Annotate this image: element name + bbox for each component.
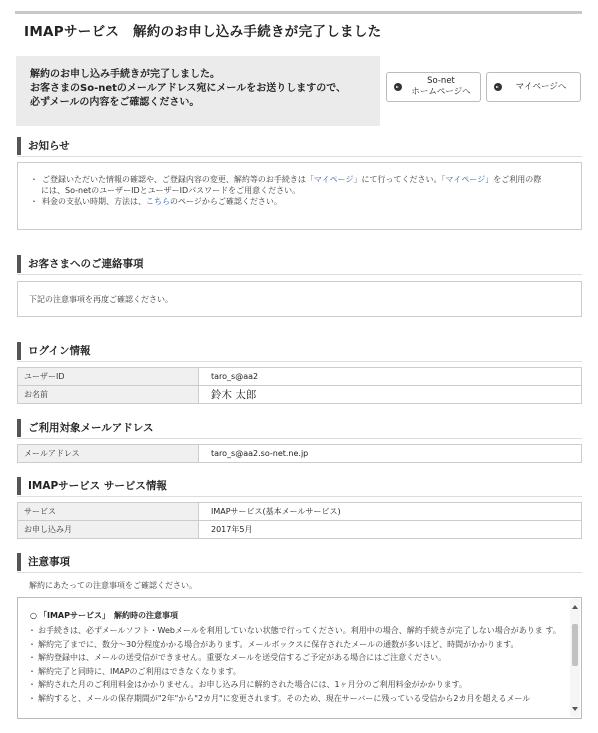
- list-item: ・ 解約すると、メールの保存期間が"2年"から"2カ月"に変更されます。そのため、現在サーバーに残っている受信から2カ月を超えるメール: [30, 694, 561, 705]
- payment-info-link[interactable]: こちら: [146, 197, 170, 206]
- sonet-home-button-label: [402, 76, 480, 98]
- notice-item-2: ・ 料金の支払い時期、方法は、こちらのページからご確認ください。: [30, 197, 282, 206]
- list-item: ・ お手続きは、必ずメールソフト・Webメールを利用していない状態で行ってください。利用中の場合、解約手続きが完了しない場合がありま す。: [30, 626, 561, 637]
- caution-box-title: [30, 610, 561, 621]
- caution-heading: 注意事項: [17, 553, 70, 571]
- divider: [17, 361, 582, 362]
- mypage-link[interactable]: マイページ: [313, 175, 354, 184]
- login-heading: ログイン情報: [17, 342, 90, 360]
- caution-box-title-text: 「IMAPサービス」 解約時の注意事項: [38, 611, 178, 620]
- notice-text: 」をご利用の際: [485, 175, 542, 184]
- user-id-key: ユーザーID: [18, 368, 199, 386]
- list-item: ・ 解約登録中は、メールの送受信ができません。重要なメールを送受信するご予定がある場合にはご注意ください。: [30, 653, 561, 664]
- sonet-home-label-line2: ホームページへ: [411, 87, 471, 97]
- divider: [17, 496, 582, 497]
- divider: [17, 274, 582, 275]
- list-item: ・ 解約された月のご利用料金はかかりません。お申し込み月に解約された場合には、1ヶ月分のご利用料金がかかります。: [30, 680, 561, 691]
- completion-line-2: お客さまのSo-netのメールアドレス宛にメールをお送りしますので、: [30, 83, 347, 94]
- mail-heading: ご利用対象メールアドレス: [17, 419, 153, 437]
- notice-text: のページからご確認ください。: [170, 197, 282, 206]
- table-row: [18, 368, 582, 386]
- name-value: 鈴木 太郎: [199, 386, 582, 404]
- sonet-home-label-line1: So-net: [427, 76, 455, 86]
- completion-line-1: 解約のお申し込み手続きが完了しました。: [30, 69, 220, 80]
- service-key: サービス: [18, 503, 199, 521]
- scroll-down-icon[interactable]: [572, 707, 578, 711]
- notice-item-1-cont: には、So-netのユーザーIDとユーザーIDパスワードをご用意ください。: [41, 186, 301, 195]
- notice-text: 料金の支払い時期、方法は、: [42, 197, 146, 206]
- caution-intro: 解約にあたっての注意事項をご確認ください。: [29, 581, 197, 590]
- divider: [17, 438, 582, 439]
- completion-message-box: [16, 56, 380, 126]
- caution-scroll-box[interactable]: [17, 597, 582, 719]
- circle-icon: ○: [30, 611, 37, 620]
- mypage-button[interactable]: [486, 72, 581, 102]
- top-rule: [15, 11, 582, 14]
- chevron-right-icon: [394, 83, 402, 91]
- sonet-home-button[interactable]: [386, 72, 481, 102]
- table-row: [18, 503, 582, 521]
- table-row: [18, 521, 582, 539]
- list-item: ・ 解約完了と同時に、IMAPのご利用はできなくなります。: [30, 667, 561, 678]
- notice-heading: お知らせ: [17, 137, 70, 155]
- table-row: [18, 445, 582, 463]
- divider: [17, 156, 582, 157]
- scrollbar-thumb[interactable]: [572, 624, 578, 666]
- completion-line-3: 必ずメールの内容をご確認ください。: [30, 97, 200, 108]
- scroll-up-icon[interactable]: [572, 605, 578, 609]
- contact-heading: お客さまへのご連絡事項: [17, 255, 144, 273]
- name-key: お名前: [18, 386, 199, 404]
- notice-text: 」にて行ってください。「: [353, 175, 446, 184]
- list-item: ・ 解約完了までに、数分～30分程度かかる場合があります。メールボックスに保存されたメールの通数が多いほど、時間がかかります。: [30, 640, 561, 651]
- mail-info-table: [17, 444, 582, 463]
- contact-box: 下記の注意事項を再度ご確認ください。: [17, 281, 582, 317]
- mail-address-key: メールアドレス: [18, 445, 199, 463]
- service-info-table: [17, 502, 582, 539]
- apply-month-value: 2017年5月: [199, 521, 582, 539]
- caution-list: [30, 626, 561, 704]
- table-row: [18, 386, 582, 404]
- service-value: IMAPサービス(基本メールサービス): [199, 503, 582, 521]
- mail-address-value: taro_s@aa2.so-net.ne.jp: [199, 445, 582, 463]
- mypage-link[interactable]: マイページ: [445, 175, 486, 184]
- user-id-value: taro_s@aa2: [199, 368, 582, 386]
- chevron-right-icon: [494, 83, 502, 91]
- service-heading: IMAPサービス サービス情報: [17, 477, 167, 495]
- login-info-table: [17, 367, 582, 404]
- scrollbar[interactable]: [570, 599, 580, 717]
- mypage-button-label: マイページへ: [515, 81, 567, 92]
- notice-item-1: ・ ご登録いただいた情報の確認や、ご登録内容の変更、解約等のお手続きは「マイページ」にて行ってください。「マイページ」をご利用の際: [30, 175, 542, 184]
- apply-month-key: お申し込み月: [18, 521, 199, 539]
- notice-text: ご登録いただいた情報の確認や、ご登録内容の変更、解約等のお手続きは「: [42, 175, 314, 184]
- divider: [17, 572, 582, 573]
- notice-box: [17, 162, 582, 230]
- page-title: IMAPサービス 解約のお申し込み手続きが完了しました: [24, 24, 382, 40]
